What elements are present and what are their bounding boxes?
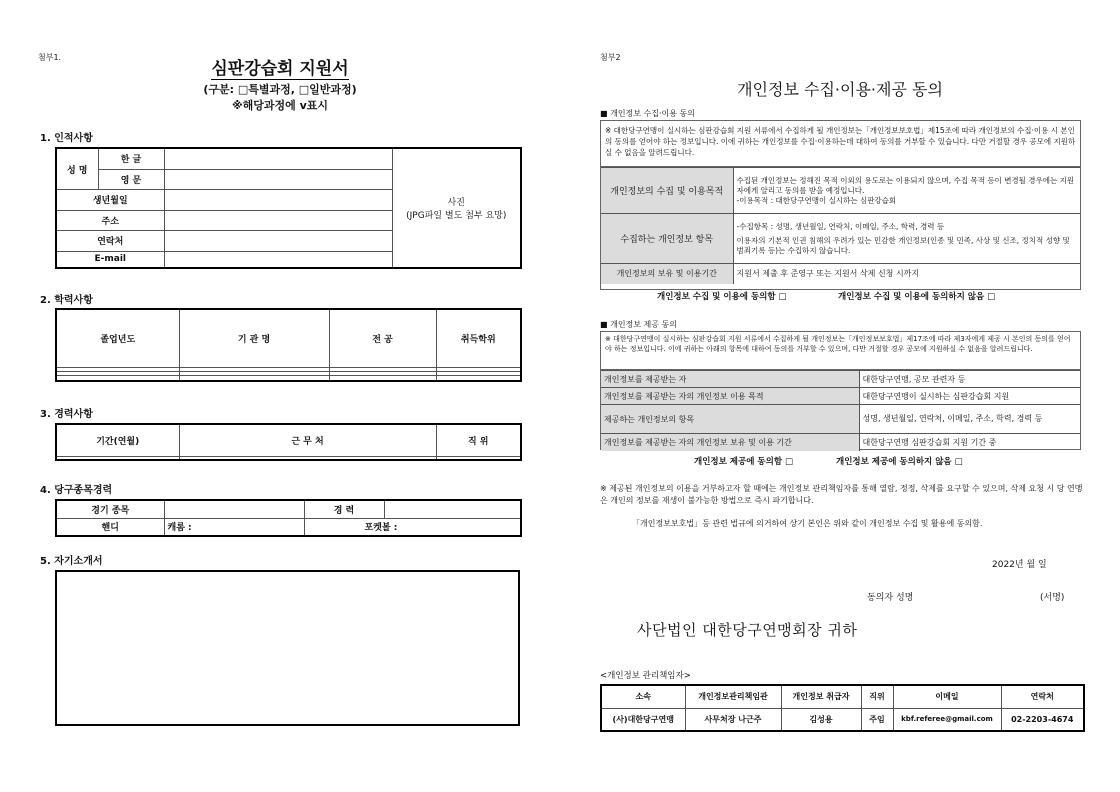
provide-consent-box	[600, 331, 1081, 450]
mgr-header-officer: 개인정보관리책임관	[685, 685, 781, 708]
p-label-items: 제공하는 개인정보의 항목	[601, 405, 859, 434]
section-provide-consent: ■ 개인정보 제공 동의	[600, 320, 678, 329]
handicap-label: 핸디	[56, 518, 164, 536]
mgr-org: (사)대한당구연맹	[601, 708, 685, 731]
collect-table	[601, 167, 1080, 284]
table-row	[56, 457, 521, 460]
edu-header-major: 전 공	[329, 309, 436, 367]
purpose-text: 수집된 개인정보는 정해진 목적 이외의 용도로는 이용되지 않으며, 수집 목적 등이 변경될 경우에는 지원자에게 알리고 동의를 받을 예정입니다.	[736, 175, 1075, 195]
address-label: 주소	[56, 210, 164, 230]
career-table	[55, 423, 522, 461]
collect-notice: ※ 대한당구연맹이 실시하는 심판강습회 지원 서류에서 수집하게 될 개인정보는「개인정보보호법」제15조에 따라 개인정보의 수집·이용 시 본인의 동의를 얻어야 하는 정보입니다. 이에 귀하는 개인정보를 수집·이용하는데 대하여 동의를 거부할 수 있습니다. 다만 거절할 경우 공모에 지원하실 수 없음을 알려드립니다.	[601, 121, 1080, 167]
purpose-use: -이용목적 : 대한당구연맹이 실시하는 심판강습회	[736, 195, 897, 205]
english-name-label: 영 문	[98, 169, 164, 189]
purpose-label: 개인정보의 수집 및 이용목적	[601, 168, 733, 214]
items-cell	[733, 214, 1080, 264]
manager-title: <개인정보 관리책임자>	[600, 671, 691, 681]
course-note: ※해당과정에 v표시	[231, 99, 329, 112]
table-row	[56, 375, 521, 381]
career-field[interactable]	[384, 500, 521, 518]
items-label: 수집하는 개인정보 항목	[601, 214, 733, 264]
collect-consent-box	[600, 120, 1081, 290]
p-value-retention: 대한당구연맹 심판강습회 지원 기간 중	[859, 434, 1080, 451]
edu-cell[interactable]	[329, 375, 436, 381]
signer-label: 동의자 성명	[867, 593, 914, 603]
pocket-field[interactable]: 포켓볼 :	[304, 518, 521, 536]
agree-provide-checkbox[interactable]: 개인정보 제공에 동의함 □	[694, 457, 794, 467]
mgr-officer: 사무처장 나근주	[685, 708, 781, 731]
personal-info-table	[55, 147, 522, 269]
mgr-header-org: 소속	[601, 685, 685, 708]
mgr-position: 주임	[861, 708, 893, 731]
career-header-position: 직 위	[436, 424, 521, 457]
disagree-provide-checkbox[interactable]: 개인정보 제공에 동의하지 않음 □	[836, 457, 963, 467]
carom-field[interactable]: 캐롬 :	[164, 518, 304, 536]
career-cell[interactable]	[179, 457, 436, 460]
recipient-line: 사단법인 대한당구연맹회장 귀하	[637, 621, 858, 639]
attachment-label: 첨부1.	[38, 53, 62, 62]
photo-cell[interactable]	[392, 148, 521, 268]
mgr-header-handler: 개인정보 취급자	[781, 685, 861, 708]
mgr-header-position: 직위	[861, 685, 893, 708]
birth-label: 생년월일	[56, 190, 164, 210]
disagree-collect-checkbox[interactable]: 개인정보 수집 및 이용에 동의하지 않음 □	[838, 292, 996, 302]
contact-label: 연락처	[56, 231, 164, 251]
event-label: 경기 종목	[56, 500, 164, 518]
retention-text: 지원서 제출 후 준영구 또는 지원서 삭제 신청 시까지	[733, 264, 1080, 284]
provide-table	[601, 370, 1080, 451]
korean-name-label: 한 글	[98, 148, 164, 169]
mgr-email[interactable]: kbf.referee@gmail.com	[893, 708, 1001, 731]
course-type: (구분: □특별과정, □일반과정)	[203, 83, 357, 96]
birth-field[interactable]	[164, 190, 392, 210]
manager-table	[600, 684, 1085, 732]
korean-name-field[interactable]	[164, 148, 392, 169]
education-table	[55, 308, 522, 382]
career-header-workplace: 근 무 처	[179, 424, 436, 457]
attachment-label-2: 첨부2	[600, 53, 621, 62]
section-personal-info: 1. 인적사항	[40, 133, 93, 144]
edu-header-degree: 취득학위	[436, 309, 521, 367]
edu-cell[interactable]	[436, 375, 521, 381]
mgr-handler: 김성용	[781, 708, 861, 731]
edu-header-institution: 기 관 명	[179, 309, 329, 367]
contact-field[interactable]	[164, 231, 392, 251]
email-label: E-mail	[56, 251, 164, 268]
billiards-table	[55, 499, 522, 537]
p-value-purpose: 대한당구연맹이 실시하는 심판강습회 지원	[859, 388, 1080, 405]
english-name-field[interactable]	[164, 169, 392, 189]
p-label-purpose: 개인정보를 제공받는 자의 개인정보 이용 목적	[601, 388, 859, 405]
signature-field[interactable]: (서명)	[1040, 593, 1065, 603]
name-label: 성 명	[56, 148, 98, 190]
agree-collect-checkbox[interactable]: 개인정보 수집 및 이용에 동의함 □	[657, 292, 787, 302]
p-value-items: 성명, 생년월일, 연락처, 이메일, 주소, 학력, 경력 등	[859, 405, 1080, 434]
form-title: 심판강습회 지원서	[211, 59, 349, 79]
mgr-header-contact: 연락처	[1001, 685, 1084, 708]
event-field[interactable]	[164, 500, 304, 518]
items-text: -수집항목 : 성명, 생년월일, 연락처, 이메일, 주소, 학력, 경력 등	[736, 221, 945, 231]
refuse-note: ※ 제공된 개인정보의 이용을 거부하고자 할 때에는 개인정보 관리책임자를 통해 열람, 정정, 삭제를 요구할 수 있으며, 삭제 요청 시 당 연맹은 개인의 정보를 재생이 불가능한 방법으로 즉시 파기합니다.	[600, 484, 1083, 505]
edu-cell[interactable]	[179, 375, 329, 381]
p-label-recipient: 개인정보를 제공받는 자	[601, 371, 859, 388]
self-intro-box[interactable]	[55, 570, 520, 726]
email-field[interactable]	[164, 251, 392, 268]
provide-notice: ※ 대한당구연맹이 실시하는 심판강습회 지원 서류에서 수집하게 될 개인정보는「개인정보보호법」제17조에 따라 제3자에게 제공 시 본인의 동의를 얻어야 하는 정보입니다. 이에 귀하는 아래의 항목에 대하여 동의를 거부할 수 있으며, 다만 거절할 경우 공모에 지원하실 수 없음을 알려드립니다.	[601, 332, 1080, 370]
career-label: 경 력	[304, 500, 384, 518]
section-collect-consent: ■ 개인정보 수집·이용 동의	[600, 109, 696, 118]
p-value-recipient: 대한당구연맹, 공모 관련자 등	[859, 371, 1080, 388]
section-self-intro: 5. 자기소개서	[40, 556, 103, 567]
photo-note: (JPG파일 별도 첨부 요망)	[406, 211, 507, 221]
section-education: 2. 학력사항	[40, 295, 93, 306]
items-sensitive: 이용자의 기본적 인권 침해의 우려가 있는 민감한 개인정보(인종 및 민족, 사상 및 신조, 정치적 성향 및 범죄기록 등)는 수집하지 않습니다.	[736, 235, 1070, 255]
mgr-phone: 02-2203-4674	[1001, 708, 1084, 731]
law-statement: 「개인정보보호법」등 관련 법규에 의거하여 상기 본인은 위와 같이 개인정보 수집 및 활용에 동의함.	[632, 519, 983, 528]
photo-label: 사진	[447, 198, 465, 208]
mgr-header-email: 이메일	[893, 685, 1001, 708]
retention-label: 개인정보의 보유 및 이용기간	[601, 264, 733, 284]
section-billiards-career: 4. 당구종목경력	[40, 485, 113, 496]
purpose-cell	[733, 168, 1080, 214]
career-cell[interactable]	[436, 457, 521, 460]
career-header-period: 기간(연월)	[56, 424, 179, 457]
consent-title: 개인정보 수집·이용·제공 동의	[737, 80, 943, 99]
privacy-consent-page	[560, 0, 1120, 792]
career-cell[interactable]	[56, 457, 179, 460]
edu-header-year: 졸업년도	[56, 309, 179, 367]
section-career: 3. 경력사항	[40, 409, 93, 420]
edu-cell[interactable]	[56, 375, 179, 381]
consent-date[interactable]: 2022년 월 일	[992, 560, 1047, 570]
p-label-retention: 개인정보를 제공받는 자의 개인정보 보유 및 이용 기간	[601, 434, 859, 451]
address-field[interactable]	[164, 210, 392, 230]
